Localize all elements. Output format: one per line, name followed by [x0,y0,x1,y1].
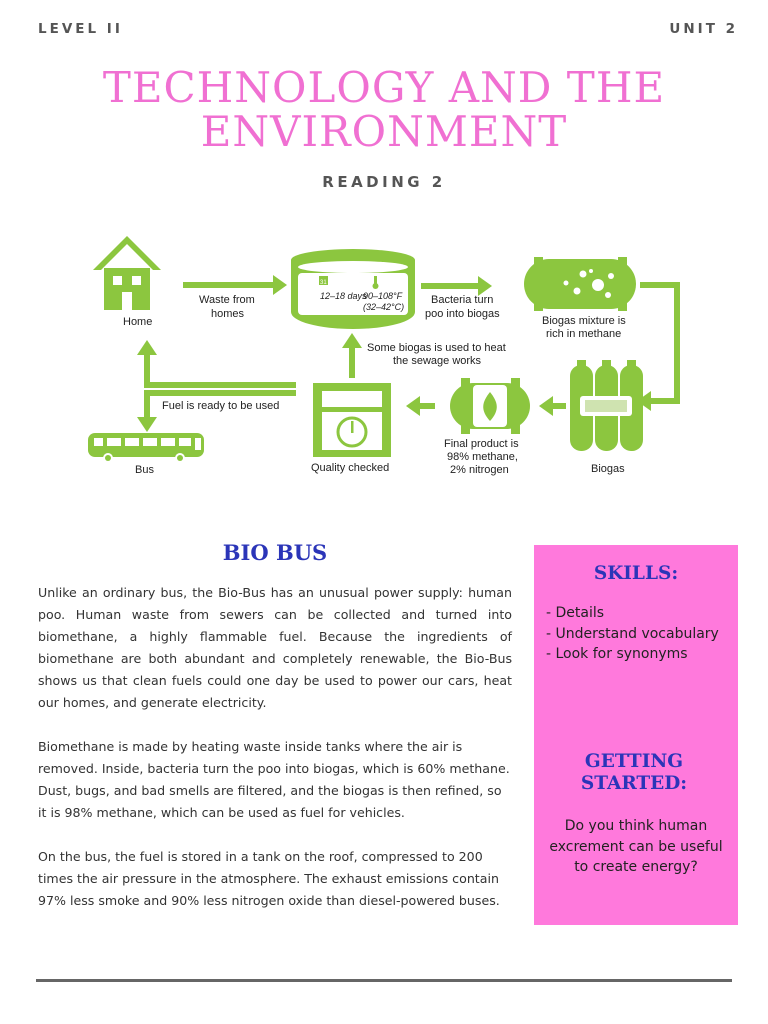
label-mixture-line1: Biogas mixture is [542,315,626,327]
label-bacteria-line1: Bacteria turn [431,294,494,306]
article-paragraph-2: Biomethane is made by heating waste inside tanks where the air is removed. Inside, bacteria turn the poo into biogas, which is 60% methane. Dust, bugs, and bad smells are filtered, and the biogas is then refined, so it is 98% methane, which can be used as fuel for vehicles. [38,739,510,820]
final-product-tank-icon [450,378,530,434]
article-paragraph-3: On the bus, the fuel is stored in a tank on the roof, compressed to 200 times the air pressure in the atmosphere. The exhaust emissions contain 97% less smoke and 90% less nitrogen oxide than diesel-powered buses. [38,849,500,908]
label-some-biogas-line2: the sewage works [393,355,482,367]
article-paragraph-1: Unlike an ordinary bus, the Bio-Bus has an unusual power supply: human poo. Human waste from sewers can be collected and turned into biomethane, a highly flammable fuel. Because the ingredients of biomethane are both abundant and completely renewable, the Bio-Bus shows us that clean fuels could one day be used to power our cars, heat our homes, and generate electricity. [38,585,512,710]
calendar-day: 31 [320,280,327,286]
skill-item: - Details [546,605,605,621]
label-biogas: Biogas [591,463,625,475]
digester-tank-icon [291,249,415,329]
label-bus: Bus [135,464,154,476]
label-days: 12–18 days [320,291,367,301]
skills-list [546,603,734,665]
label-waste-line1: Waste from [199,294,255,306]
skill-item: - Look for synonyms [546,646,688,662]
level-label: LEVEL II [38,21,123,37]
label-some-biogas-line1: Some biogas is used to heat [367,342,506,354]
getting-started-heading: GETTING STARTED: [580,751,688,794]
biogas-process-diagram [80,228,700,483]
skill-item: - Understand vocabulary [546,625,719,642]
quality-check-meter-icon [313,383,391,457]
label-fuel-ready: Fuel is ready to be used [162,400,280,412]
label-waste-line2: homes [211,308,245,320]
label-final-line3: 2% nitrogen [450,464,509,476]
label-final-line1: Final product is [444,438,519,450]
label-mixture-line2: rich in methane [546,328,622,340]
bus-icon [88,433,204,463]
biogas-cylinders-icon [570,360,643,451]
page-title: TECHNOLOGY AND THE ENVIRONMENT [102,63,666,156]
article-heading: BIO BUS [222,540,328,565]
label-temp-f: 90–108°F [363,291,403,301]
getting-started-question: Do you think human excrement can be useful to create energy? [549,818,723,875]
footer-divider [36,979,732,982]
skills-heading: SKILLS: [593,563,679,584]
label-final-line2: 98% methane, [447,451,518,463]
skills-panel [534,545,738,925]
reading-label: READING 2 [322,173,446,191]
house-icon [93,236,161,310]
label-temp-c: (32–42°C) [363,302,405,312]
biogas-mixture-tank-icon [524,257,636,311]
label-home: Home [123,316,153,328]
unit-label: UNIT 2 [669,21,738,37]
label-quality: Quality checked [311,462,390,474]
label-bacteria-line2: poo into biogas [425,308,500,320]
